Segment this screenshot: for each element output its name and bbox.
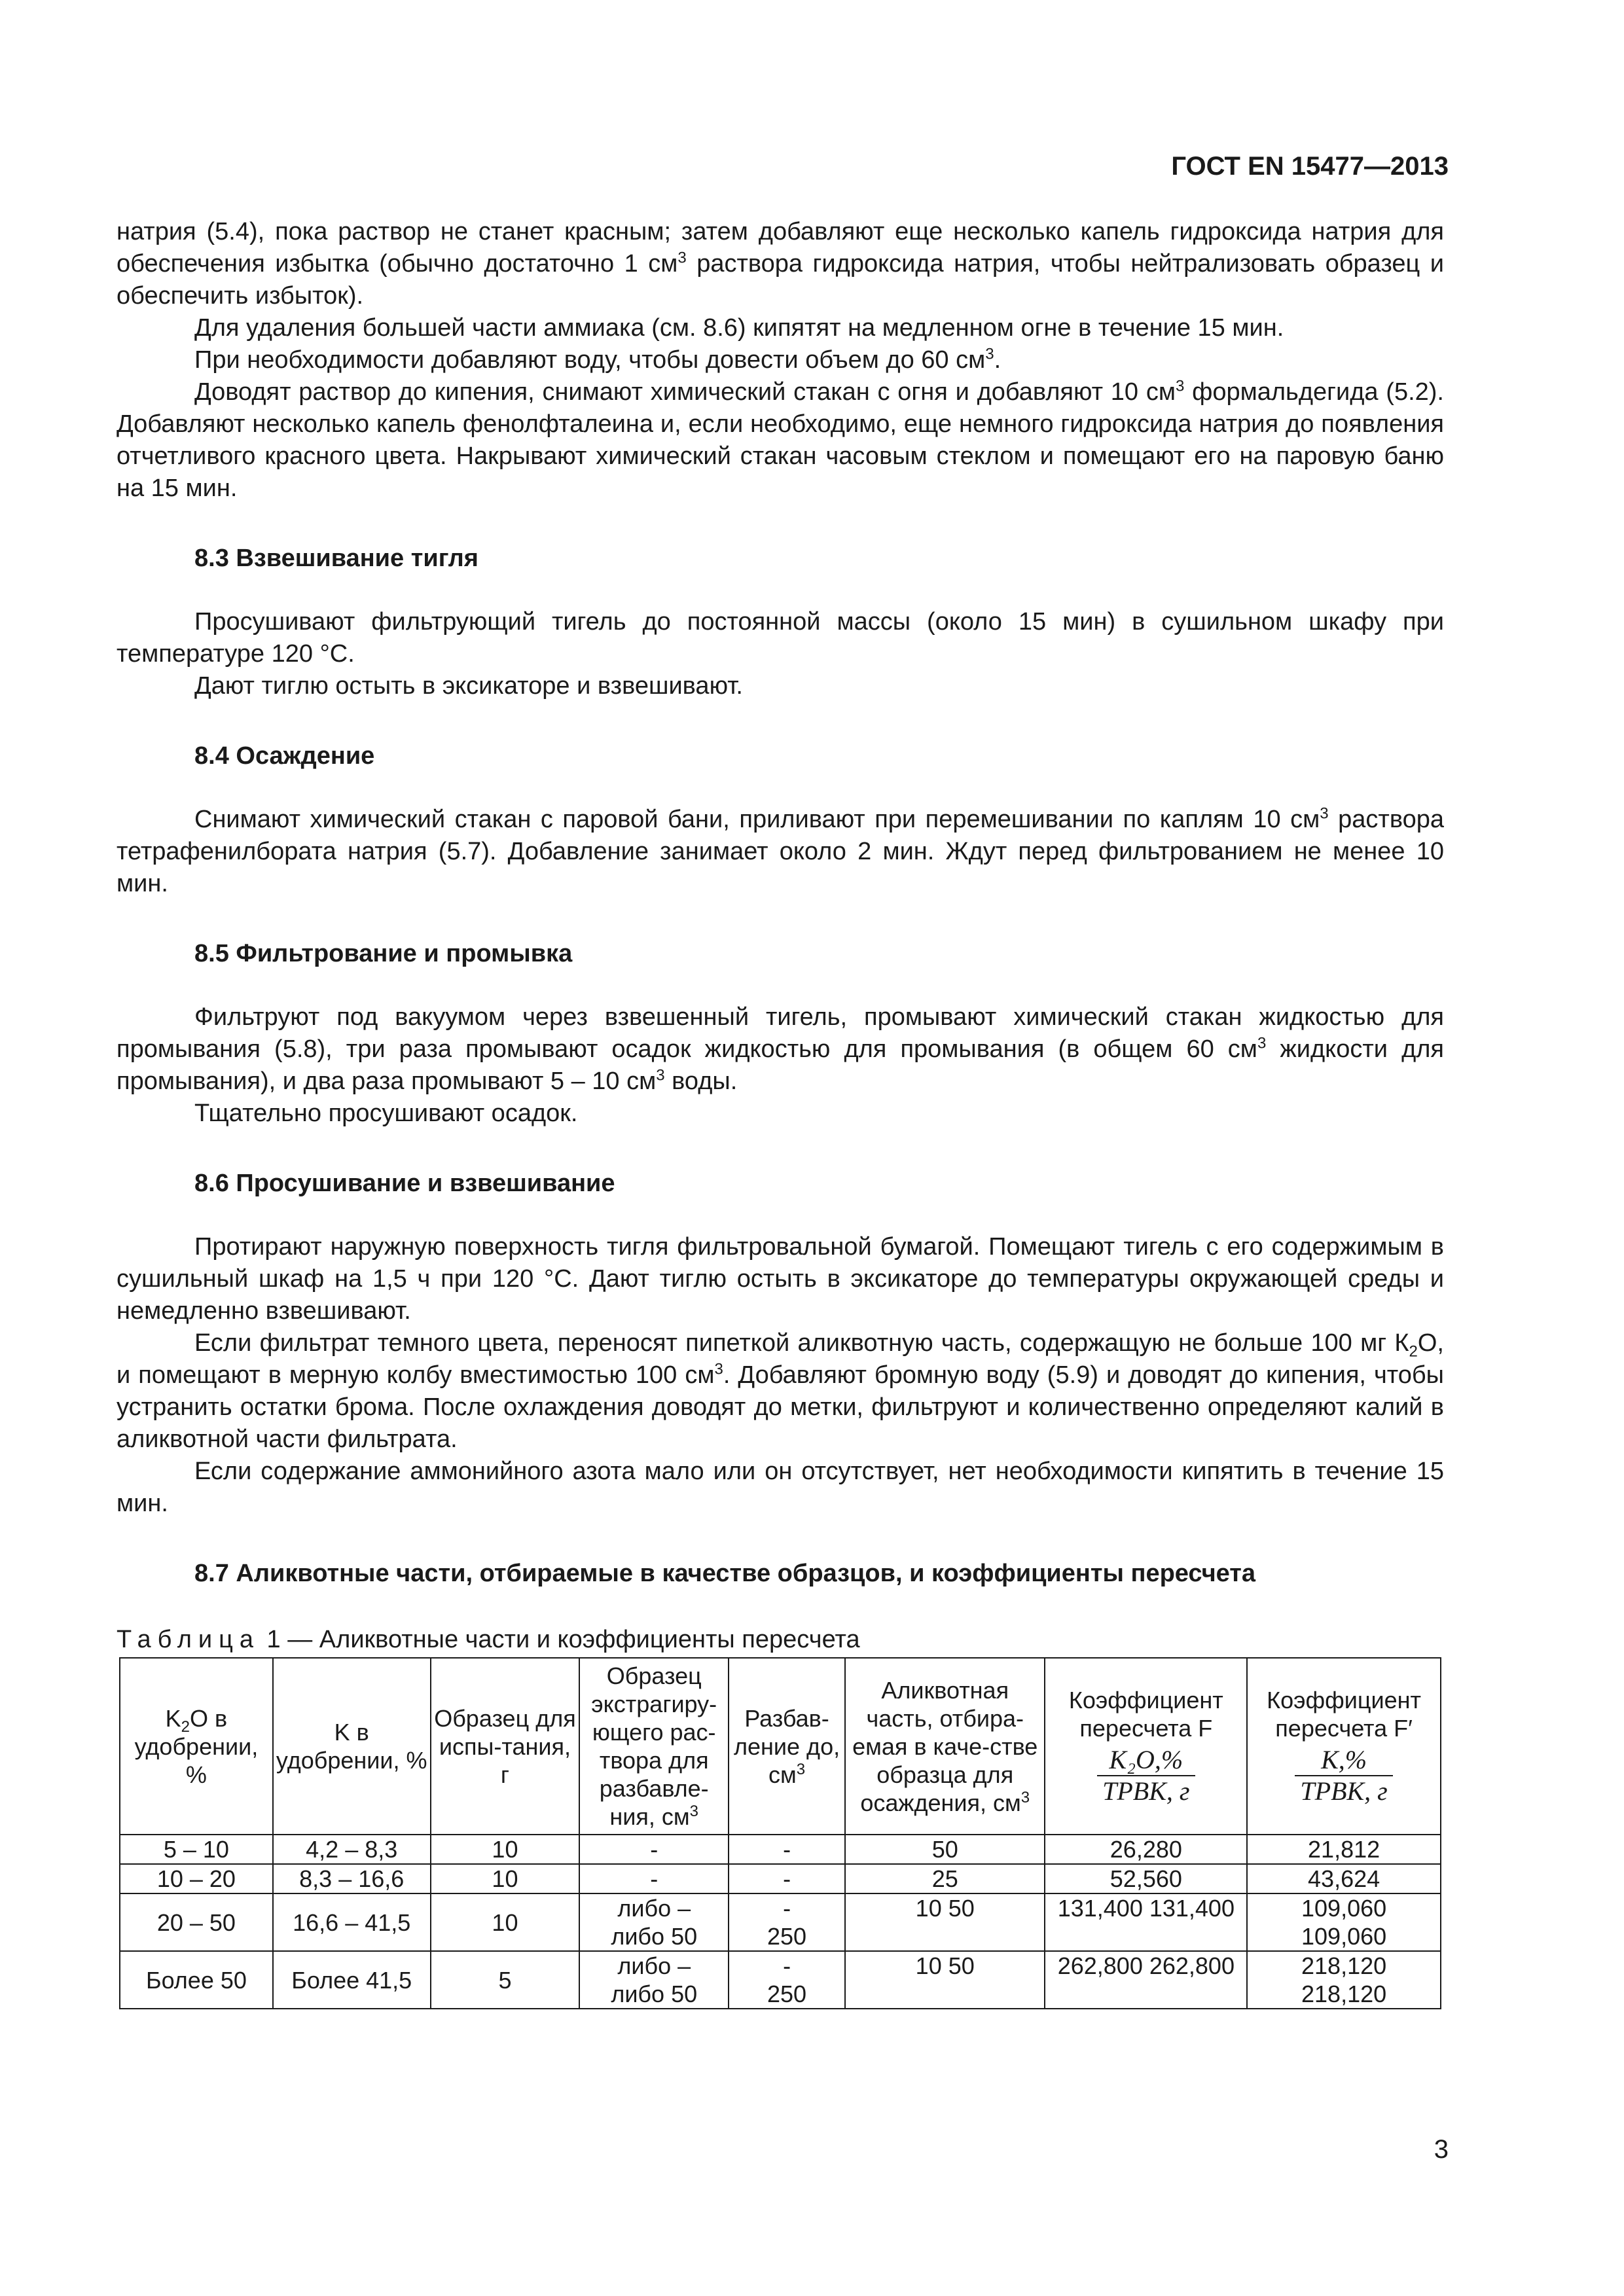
cell: 50 [845,1835,1045,1864]
text: 250 [767,1923,807,1950]
cell [1247,1951,1441,2009]
cell: - [579,1864,729,1893]
cell [729,1893,845,1951]
text: 250 [767,1981,807,2007]
paragraph [117,216,1444,312]
superscript: 3 [689,1803,699,1820]
cell: Более 41,5 [273,1951,431,2009]
fraction-numerator: K,% [1295,1745,1392,1776]
caption-text: 1 — Аликвотные части и коэффициенты пересчета [260,1626,860,1653]
cell [729,1951,845,2009]
cell: 4,2 – 8,3 [273,1835,431,1864]
cell: 10 50 [845,1893,1045,1951]
paragraph: Если содержание аммонийного азота мало или он отсутствует, нет необходимости кипятить в течение 15 мин. [117,1458,1444,1517]
fraction-f-prime [1295,1745,1392,1806]
fraction-denominator: TPBK, г [1300,1776,1388,1806]
paragraph: Дают тиглю остыть в эксикаторе и взвешивают. [194,672,743,700]
superscript: 3 [656,1066,665,1085]
paragraph [117,376,1444,505]
cell: - [579,1835,729,1864]
text: либо – [617,1952,691,1979]
cell: 26,280 [1045,1835,1247,1864]
table-row [120,1951,1441,2009]
cell [579,1893,729,1951]
caption-label: Таблица [117,1626,260,1653]
table-row [120,1864,1441,1893]
text: Образец экстрагиру-ющего рас-твора для разбавле-ния, см [591,1662,717,1830]
text: . [994,346,1001,374]
header-factor-f [1045,1658,1247,1835]
cell: 20 – 50 [120,1893,273,1951]
header-factor-f-prime [1247,1658,1441,1835]
text: - [783,1952,791,1979]
text: либо 50 [611,1923,698,1950]
text: 218,120 [1301,1981,1387,2007]
section-heading: 8.4 Осаждение [194,742,375,770]
superscript: 3 [1020,1788,1030,1806]
text: Коэффициент пересчета F [1068,1687,1223,1742]
paragraph [117,344,1444,376]
text: О, и помещают в мерную колбу вместимостью 100 см [117,1329,1444,1389]
text: 218,120 [1301,1952,1387,1979]
subscript: 2 [1409,1342,1418,1361]
paragraph: Просушивают фильтрующий тигель до постоянной массы (около 15 мин) в сушильном шкафу при температуре 120 °С. [117,608,1444,668]
header-sample: Образец для испы-тания, г [431,1658,580,1835]
table-row [120,1835,1441,1864]
cell: 52,560 [1045,1864,1247,1893]
text: Доводят раствор до кипения, снимают химический стакан с огня и добавляют 10 см [194,378,1176,406]
paragraph: Для удаления большей части аммиака (см. 8.6) кипятят на медленном огне в течение 15 мин. [194,314,1284,342]
paragraph: Протирают наружную поверхность тигля фильтровальной бумагой. Помещают тигель с его содержимым в сушильный шкаф на 1,5 ч при 120 °С. Дают тиглю остыть в эксикаторе до температуры окружающей среды и немедленно взвешивают. [117,1233,1444,1325]
cell: 16,6 – 41,5 [273,1893,431,1951]
paragraph: Тщательно просушивают осадок. [194,1100,578,1127]
text: 109,060 [1301,1895,1387,1922]
cell: 10 – 20 [120,1864,273,1893]
text: O в удобрении, % [134,1704,259,1788]
superscript: 3 [677,249,687,267]
aliquot-table [119,1657,1441,2009]
cell [579,1951,729,2009]
superscript: 3 [1320,804,1329,823]
text: Коэффициент пересчета F′ [1267,1687,1421,1742]
section-heading: 8.5 Фильтрование и промывка [194,940,573,967]
text: K [165,1704,181,1732]
cell: - [729,1835,845,1864]
text: . Добавляют бромную воду (5.9) и доводят до кипения, чтобы устранить остатки брома. После охлаждения доводят до метки, фильтруют и количественно определяют калий в аликвотной части фильтрата. [117,1361,1444,1453]
text: Аликвотная часть, отбира-емая в каче-стве образца для осаждения, см [852,1676,1038,1816]
text: жидкости для промывания), и два раза промывают 5 – 10 см [117,1035,1444,1095]
text: воды. [664,1067,738,1095]
cell: 5 – 10 [120,1835,273,1864]
page-number: 3 [1434,2135,1449,2164]
fraction-f [1097,1745,1195,1806]
text: Разбав-ление до, см [734,1704,840,1788]
text: раствора тетрафенилбората натрия (5.7). Добавление занимает около 2 мин. Ждут перед фильтрованием не менее 10 мин. [117,806,1444,897]
text: При необходимости добавляют воду, чтобы довести объем до 60 см [194,346,986,374]
cell: 21,812 [1247,1835,1441,1864]
cell: 262,800 262,800 [1045,1951,1247,2009]
cell: 131,400 131,400 [1045,1893,1247,1951]
text: 109,060 [1301,1923,1387,1950]
subscript: 2 [181,1717,190,1736]
superscript: 3 [714,1360,723,1378]
fraction-numerator: K₂O,% [1097,1745,1195,1776]
cell: 10 [431,1835,580,1864]
cell: 10 [431,1864,580,1893]
text: натрия (5.4), пока раствор не станет красным; затем добавляют еще несколько капель гидроксида натрия для обеспечения избытка (обычно достаточно 1 см [117,218,1444,278]
table-row [120,1893,1441,1951]
superscript: 3 [1257,1034,1267,1052]
paragraph [117,1327,1444,1456]
superscript: 3 [796,1760,806,1778]
cell: - [729,1864,845,1893]
cell: Более 50 [120,1951,273,2009]
paragraph [117,1001,1444,1098]
section-heading: 8.6 Просушивание и взвешивание [194,1170,615,1197]
cell: 10 50 [845,1951,1045,2009]
document-body [117,216,1444,2009]
header-k2o [120,1658,273,1835]
text: Фильтруют под вакуумом через взвешенный тигель, промывают химический стакан жидкостью для промывания (5.8), три раза промывают осадок жидкостью для промывания (в общем 60 см [117,1003,1444,1063]
text: либо 50 [611,1981,698,2007]
header-extract [579,1658,729,1835]
paragraph [117,804,1444,900]
cell: 10 [431,1893,580,1951]
cell: 43,624 [1247,1864,1441,1893]
text: - [783,1895,791,1922]
text: Если фильтрат темного цвета, переносят пипеткой аликвотную часть, содержащую не больше 100 мг К [194,1329,1409,1357]
header-k: K в удобрении, % [273,1658,431,1835]
superscript: 3 [985,345,994,363]
header-dilution [729,1658,845,1835]
cell: 8,3 – 16,6 [273,1864,431,1893]
superscript: 3 [1175,377,1185,395]
text: либо – [617,1895,691,1922]
text: формальдегида (5.2). Добавляют несколько капель фенолфталеина и, если необходимо, еще немного гидроксида натрия до появления отчетливого красного цвета. Накрывают химический стакан часовым стеклом и помещают его на паровую баню на 15 мин. [117,378,1444,502]
text: Снимают химический стакан с паровой бани, приливают при перемешивании по каплям 10 см [194,806,1320,833]
cell [1247,1893,1441,1951]
section-heading: 8.3 Взвешивание тигля [194,545,478,572]
table-caption [117,1624,1444,1656]
cell: 25 [845,1864,1045,1893]
document-header: ГОСТ EN 15477—2013 [1171,152,1449,181]
cell: 5 [431,1951,580,2009]
text: раствора гидроксида натрия, чтобы нейтрализовать образец и обеспечить избыток). [117,250,1444,310]
section-heading: 8.7 Аликвотные части, отбираемые в качестве образцов, и коэффициенты пересчета [194,1560,1256,1587]
table-header-row [120,1658,1441,1835]
header-aliquot [845,1658,1045,1835]
fraction-denominator: TPBK, г [1102,1776,1190,1806]
